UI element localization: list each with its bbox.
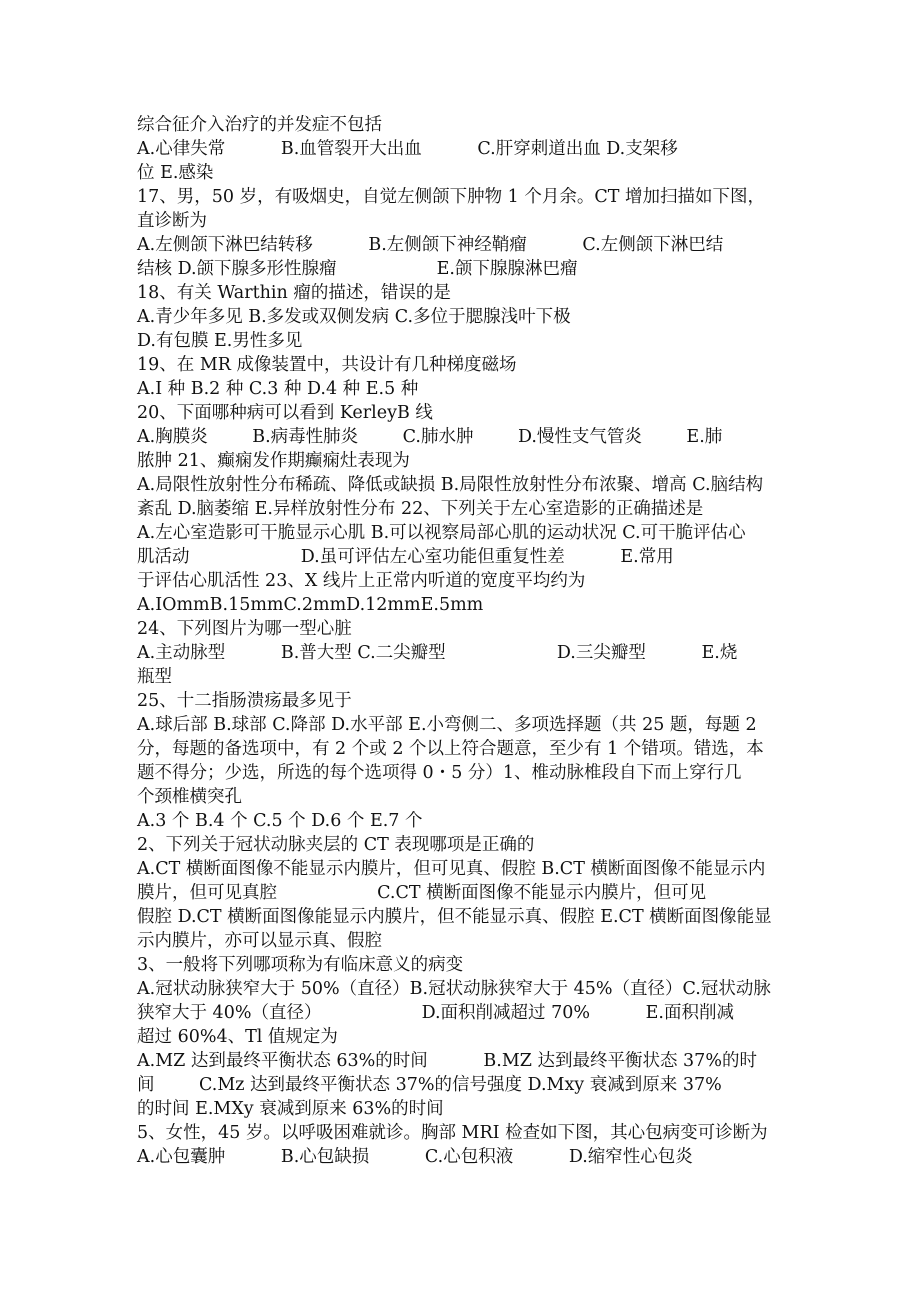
text-line: 18、有关 Warthin 瘤的描述，错误的是 bbox=[137, 283, 451, 303]
text-line: 紊乱 D.脑萎缩 E.异样放射性分布 22、下列关于左心室造影的正确描述是 bbox=[137, 499, 704, 519]
text-line: D.有包膜 E.男性多见 bbox=[137, 331, 303, 351]
text-line: 位 E.感染 bbox=[137, 163, 214, 183]
text-line: 结核 D.颌下腺多形性腺瘤 E.颌下腺腺淋巴瘤 bbox=[137, 259, 578, 279]
text-line: 19、在 MR 成像装置中，共设计有几种梯度磁场 bbox=[137, 355, 517, 375]
text-line: 示内膜片，亦可以显示真、假腔 bbox=[137, 931, 382, 951]
text-line: 的时间 E.MXy 衰减到原来 63%的时间 bbox=[137, 1099, 444, 1119]
text-line: A.CT 横断面图像不能显示内膜片，但可见真、假腔 B.CT 横断面图像不能显示内 bbox=[137, 859, 766, 879]
text-line: A.3 个 B.4 个 C.5 个 D.6 个 E.7 个 bbox=[137, 811, 423, 831]
text-line: 狭窄大于 40%（直径） D.面积削减超过 70% E.面积削减 bbox=[137, 1003, 734, 1023]
text-line: 3、一般将下列哪项称为有临床意义的病变 bbox=[137, 955, 464, 975]
text-line: 于评估心肌活性 23、X 线片上正常内听道的宽度平均约为 bbox=[137, 571, 586, 591]
text-line: A.青少年多见 B.多发或双侧发病 C.多位于腮腺浅叶下极 bbox=[137, 307, 571, 327]
text-line: 超过 60%4、Tl 值规定为 bbox=[137, 1027, 338, 1047]
text-line: 个颈椎横突孔 bbox=[137, 787, 242, 807]
text-line: A.球后部 B.球部 C.降部 D.水平部 E.小弯侧二、多项选择题（共 25 题，每题 2 bbox=[137, 715, 757, 735]
text-line: 脓肿 21、癫痫发作期癫痫灶表现为 bbox=[137, 451, 410, 471]
text-line: 综合征介入治疗的并发症不包括 bbox=[137, 115, 382, 135]
text-line: 肌活动 D.虽可评估左心室功能但重复性差 E.常用 bbox=[137, 547, 674, 567]
text-line: A.局限性放射性分布稀疏、降低或缺损 B.局限性放射性分布浓聚、增高 C.脑结构 bbox=[137, 475, 764, 495]
text-line: A.心包囊肿 B.心包缺损 C.心包积液 D.缩窄性心包炎 bbox=[137, 1147, 693, 1167]
text-line: 25、十二指肠溃疡最多见于 bbox=[137, 691, 352, 711]
text-line: 分，每题的备选项中，有 2 个或 2 个以上符合题意，至少有 1 个错项。错选，本 bbox=[137, 739, 764, 759]
text-line: A.胸膜炎 B.病毒性肺炎 C.肺水肿 D.慢性支气管炎 E.肺 bbox=[137, 427, 723, 447]
text-line: A.IOmmB.15mmC.2mmD.12mmE.5mm bbox=[137, 595, 484, 615]
text-line: A.MZ 达到最终平衡状态 63%的时间 B.MZ 达到最终平衡状态 37%的时 bbox=[137, 1051, 757, 1071]
text-line: A.主动脉型 B.普大型 C.二尖瓣型 D.三尖瓣型 E.烧 bbox=[137, 643, 738, 663]
text-line: 直诊断为 bbox=[137, 211, 207, 231]
text-line: 2、下列关于冠状动脉夹层的 CT 表现哪项是正确的 bbox=[137, 835, 535, 855]
text-line: 瓶型 bbox=[137, 667, 172, 687]
text-line: 假腔 D.CT 横断面图像能显示内膜片，但不能显示真、假腔 E.CT 横断面图像能显 bbox=[137, 907, 772, 927]
text-line: A.左侧颌下淋巴结转移 B.左侧颌下神经鞘瘤 C.左侧颌下淋巴结 bbox=[137, 235, 724, 255]
text-line: A.左心室造影可干脆显示心肌 B.可以视察局部心肌的运动状况 C.可干脆评估心 bbox=[137, 523, 746, 543]
text-line: A.I 种 B.2 种 C.3 种 D.4 种 E.5 种 bbox=[137, 379, 419, 399]
text-line: 间 C.Mz 达到最终平衡状态 37%的信号强度 D.Mxy 衰减到原来 37% bbox=[137, 1075, 722, 1095]
text-line: 膜片，但可见真腔 C.CT 横断面图像不能显示内膜片，但可见 bbox=[137, 883, 707, 903]
text-line: 5、女性，45 岁。以呼吸困难就诊。胸部 MRI 检查如下图，其心包病变可诊断为 bbox=[137, 1123, 768, 1143]
text-line: A.冠状动脉狭窄大于 50%（直径）B.冠状动脉狭窄大于 45%（直径）C.冠状动脉 bbox=[137, 979, 771, 999]
text-line: 题不得分；少选，所选的每个选项得 0・5 分）1、椎动脉椎段自下而上穿行几 bbox=[137, 763, 742, 783]
text-line: 20、下面哪种病可以看到 KerleyB 线 bbox=[137, 403, 433, 423]
text-line: 17、男，50 岁，有吸烟史，自觉左侧颌下肿物 1 个月余。CT 增加扫描如下图， bbox=[137, 187, 765, 207]
text-line: 24、下列图片为哪一型心脏 bbox=[137, 619, 352, 639]
text-line: A.心律失常 B.血管裂开大出血 C.肝穿刺道出血 D.支架移 bbox=[137, 139, 678, 159]
